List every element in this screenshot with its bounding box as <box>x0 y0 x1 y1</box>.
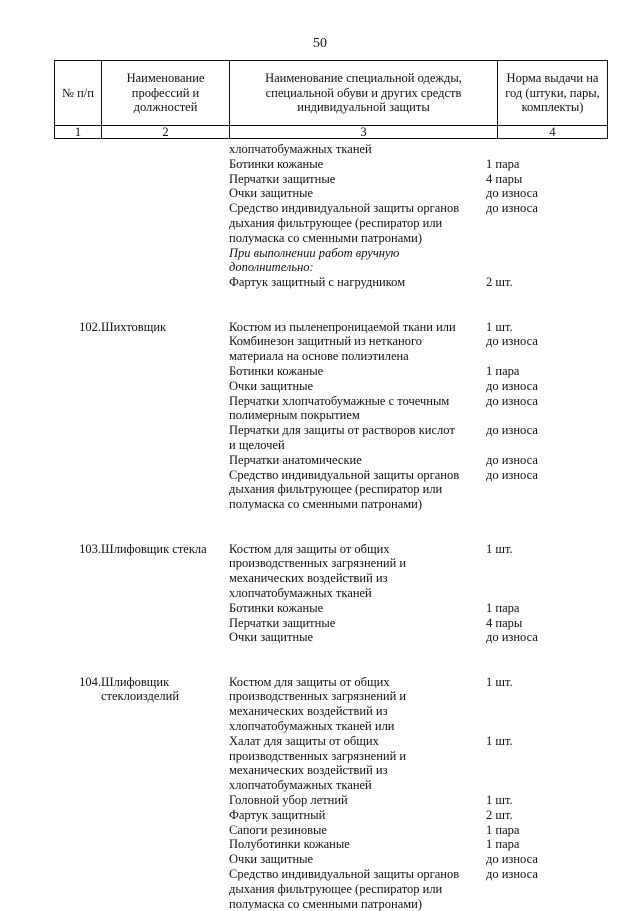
issue-norm: 4 пары <box>486 615 523 630</box>
equipment-item: Средство индивидуальной защиты органов <box>229 467 460 482</box>
issue-norm <box>481 556 591 571</box>
table-line <box>54 482 607 497</box>
row-number <box>54 689 101 704</box>
profession-name <box>101 482 229 497</box>
equipment-item: Перчатки анатомические <box>229 452 362 467</box>
equipment-item: Очки защитные <box>229 378 314 393</box>
equipment-item: производственных загрязнений и <box>229 556 407 571</box>
profession-name <box>101 778 229 793</box>
equipment-item: и щелочей <box>229 437 285 452</box>
equipment-item: При выполнении работ вручную <box>229 245 400 260</box>
row-spacer <box>54 527 607 542</box>
row-number <box>54 823 101 838</box>
profession-name <box>101 186 229 201</box>
equipment-item: Перчатки защитные <box>229 171 336 186</box>
profession-name <box>101 364 229 379</box>
row-number <box>54 364 101 379</box>
equipment-item: дыхания фильтрующее (респиратор или <box>229 215 443 230</box>
issue-norm <box>481 497 591 512</box>
row-number <box>54 157 101 172</box>
table-line <box>54 778 607 793</box>
equipment-item: Головной убор летний <box>229 793 348 808</box>
issue-norm: 1 шт. <box>486 319 513 334</box>
equipment-item: Фартук защитный <box>229 807 326 822</box>
row-number: 102. <box>79 319 101 334</box>
table-line <box>54 497 607 512</box>
issue-norm: 1 пара <box>486 837 520 852</box>
equipment-item: хлопчатобумажных тканей <box>229 585 372 600</box>
page-number: 50 <box>313 36 327 51</box>
table-line <box>54 216 607 231</box>
row-number <box>54 349 101 364</box>
table-line <box>54 320 607 335</box>
row-number <box>54 837 101 852</box>
table-line <box>54 260 607 275</box>
row-number <box>54 438 101 453</box>
table-line <box>54 897 607 911</box>
table-line <box>54 734 607 749</box>
column-header-number: № п/п <box>55 61 102 126</box>
equipment-item: Комбинезон защитный из нетканого <box>229 334 423 349</box>
table-line <box>54 571 607 586</box>
issue-norm <box>481 586 591 601</box>
issue-norm: до износа <box>486 630 538 645</box>
table-line <box>54 231 607 246</box>
issue-norm <box>481 408 591 423</box>
issue-norm: 1 шт. <box>486 733 513 748</box>
profession-name <box>101 837 229 852</box>
table-line <box>54 556 607 571</box>
table-line <box>54 201 607 216</box>
row-number <box>54 793 101 808</box>
row-number <box>54 482 101 497</box>
table-line <box>54 275 607 290</box>
issue-norm: 2 шт. <box>486 807 513 822</box>
profession-name <box>101 497 229 512</box>
table-line <box>54 394 607 409</box>
row-number <box>54 172 101 187</box>
equipment-item: полумаска со сменными патронами) <box>229 230 423 245</box>
column-header-profession: Наименование профессий и должностей <box>102 61 230 126</box>
profession-name <box>101 260 229 275</box>
equipment-item: Ботинки кожаные <box>229 363 324 378</box>
table-line <box>54 349 607 364</box>
column-header-issue-norm: Норма выдачи на год (штуки, пары, комплекты) <box>498 61 608 126</box>
profession-name <box>101 616 229 631</box>
table-line <box>54 763 607 778</box>
row-number <box>54 186 101 201</box>
issue-norm: до износа <box>486 378 538 393</box>
issue-norm: 1 пара <box>486 363 520 378</box>
equipment-item: хлопчатобумажных тканей <box>229 778 372 793</box>
equipment-item: Перчатки для защиты от растворов кислот <box>229 423 455 438</box>
row-number <box>54 586 101 601</box>
table-line <box>54 246 607 261</box>
row-number <box>54 734 101 749</box>
issue-norm: 1 шт. <box>486 541 513 556</box>
column-number-4: 4 <box>498 126 608 139</box>
equipment-item: Очки защитные <box>229 852 314 867</box>
row-number <box>54 497 101 512</box>
profession-name <box>101 749 229 764</box>
issue-norm <box>481 260 591 275</box>
profession-name <box>101 808 229 823</box>
table-line <box>54 719 607 734</box>
issue-norm <box>481 571 591 586</box>
row-number <box>54 453 101 468</box>
profession-name <box>101 408 229 423</box>
equipment-item: Перчатки хлопчатобумажные с точечным <box>229 393 450 408</box>
profession-name <box>101 349 229 364</box>
row-number <box>54 749 101 764</box>
table-line <box>54 704 607 719</box>
equipment-item: Костюм из пыленепроницаемой ткани или <box>229 319 456 334</box>
issue-norm <box>481 778 591 793</box>
row-number <box>54 379 101 394</box>
equipment-item: механических воздействий из <box>229 571 388 586</box>
row-number <box>54 852 101 867</box>
table-row <box>54 542 607 646</box>
table-line <box>54 334 607 349</box>
table-line <box>54 837 607 852</box>
row-spacer <box>54 645 607 660</box>
profession-name <box>101 601 229 616</box>
equipment-item: Средство индивидуальной защиты органов <box>229 201 460 216</box>
row-number <box>54 630 101 645</box>
issue-norm <box>481 216 591 231</box>
row-number <box>54 231 101 246</box>
table-row <box>54 320 607 512</box>
issue-norm: до износа <box>486 467 538 482</box>
table-line <box>54 808 607 823</box>
profession-name <box>101 556 229 571</box>
row-number <box>54 897 101 911</box>
profession-name <box>101 423 229 438</box>
issue-norm: до износа <box>486 186 538 201</box>
issue-norm: 4 пары <box>486 171 523 186</box>
profession-name <box>101 586 229 601</box>
table-line <box>54 468 607 483</box>
issue-norm <box>481 897 591 911</box>
table-line <box>54 852 607 867</box>
profession-name <box>101 453 229 468</box>
issue-norm: до износа <box>486 393 538 408</box>
equipment-item: дополнительно: <box>229 260 314 275</box>
profession-name <box>101 852 229 867</box>
issue-norm <box>481 763 591 778</box>
profession-name <box>101 216 229 231</box>
profession-name <box>101 630 229 645</box>
issue-norm: 1 шт. <box>486 674 513 689</box>
row-number <box>54 719 101 734</box>
row-number <box>54 334 101 349</box>
equipment-item: хлопчатобумажных тканей <box>229 142 372 156</box>
table-header <box>54 60 608 139</box>
profession-name <box>101 704 229 719</box>
issue-norm: до износа <box>486 867 538 882</box>
row-number <box>54 423 101 438</box>
issue-norm <box>481 749 591 764</box>
equipment-item: механических воздействий из <box>229 763 388 778</box>
equipment-item: производственных загрязнений и <box>229 748 407 763</box>
equipment-item: механических воздействий из <box>229 704 388 719</box>
equipment-item: Костюм для защиты от общих <box>229 541 390 556</box>
table-line <box>54 438 607 453</box>
profession-name <box>101 719 229 734</box>
profession-name <box>101 334 229 349</box>
issue-norm <box>481 231 591 246</box>
table-row <box>54 675 607 911</box>
table-line <box>54 867 607 882</box>
row-number: 103. <box>79 541 101 556</box>
equipment-item: Ботинки кожаные <box>229 600 324 615</box>
profession-name <box>101 172 229 187</box>
issue-norm <box>481 349 591 364</box>
equipment-item: производственных загрязнений и <box>229 689 407 704</box>
row-number <box>54 882 101 897</box>
profession-name <box>101 275 229 290</box>
table-line <box>54 379 607 394</box>
issue-norm <box>481 142 591 157</box>
issue-norm <box>481 689 591 704</box>
issue-norm <box>481 482 591 497</box>
equipment-item: Ботинки кожаные <box>229 156 324 171</box>
column-number-3: 3 <box>230 126 498 139</box>
row-number <box>54 275 101 290</box>
table-line <box>54 601 607 616</box>
issue-norm <box>481 438 591 453</box>
table-line <box>54 749 607 764</box>
column-number-1: 1 <box>55 126 102 139</box>
profession-name: Шихтовщик <box>101 319 167 334</box>
row-number <box>54 260 101 275</box>
table-line <box>54 453 607 468</box>
profession-name <box>101 157 229 172</box>
table-line <box>54 793 607 808</box>
profession-name: Шлифовщик стекла <box>101 541 207 556</box>
equipment-item: Полуботинки кожаные <box>229 837 350 852</box>
issue-norm: до износа <box>486 452 538 467</box>
profession-name <box>101 379 229 394</box>
profession-name <box>101 246 229 261</box>
profession-name: Шлифовщик <box>101 674 170 689</box>
table-line <box>54 689 607 704</box>
row-number <box>54 216 101 231</box>
table-line <box>54 186 607 201</box>
row-number <box>54 763 101 778</box>
equipment-item: полимерным покрытием <box>229 408 360 423</box>
issue-norm <box>481 882 591 897</box>
table-line <box>54 172 607 187</box>
row-number <box>54 704 101 719</box>
equipment-item: полумаска со сменными патронами) <box>229 497 423 512</box>
issue-norm <box>481 246 591 261</box>
profession-name <box>101 734 229 749</box>
equipment-item: Средство индивидуальной защиты органов <box>229 867 460 882</box>
row-number <box>54 408 101 423</box>
table-line <box>54 157 607 172</box>
row-spacer <box>54 512 607 527</box>
row-number <box>54 556 101 571</box>
issue-norm: 1 пара <box>486 822 520 837</box>
table-line <box>54 542 607 557</box>
profession-name <box>101 793 229 808</box>
row-number <box>54 468 101 483</box>
issue-norm: 1 пара <box>486 156 520 171</box>
row-number <box>54 571 101 586</box>
profession-name <box>101 394 229 409</box>
equipment-item: Очки защитные <box>229 186 314 201</box>
profession-name <box>101 763 229 778</box>
profession-name <box>101 231 229 246</box>
profession-name <box>101 438 229 453</box>
profession-name: стеклоизделий <box>101 689 180 704</box>
issue-norm <box>481 704 591 719</box>
row-number <box>54 867 101 882</box>
table-line <box>54 142 607 157</box>
row-number <box>54 201 101 216</box>
equipment-item: дыхания фильтрующее (респиратор или <box>229 482 443 497</box>
row-number <box>54 394 101 409</box>
issue-norm: до износа <box>486 201 538 216</box>
profession-name <box>101 867 229 882</box>
issue-norm: до износа <box>486 423 538 438</box>
row-spacer <box>54 660 607 675</box>
table-line <box>54 823 607 838</box>
issue-norm: 1 пара <box>486 600 520 615</box>
table-line <box>54 364 607 379</box>
row-spacer <box>54 290 607 305</box>
row-number <box>54 246 101 261</box>
profession-name <box>101 882 229 897</box>
profession-name <box>101 142 229 157</box>
continuation-group <box>54 142 607 290</box>
equipment-item: Фартук защитный с нагрудником <box>229 275 406 290</box>
equipment-item: Костюм для защиты от общих <box>229 674 390 689</box>
table-line <box>54 586 607 601</box>
table-line <box>54 423 607 438</box>
issue-norm: 1 шт. <box>486 793 513 808</box>
issue-norm: до износа <box>486 852 538 867</box>
equipment-item: дыхания фильтрующее (респиратор или <box>229 881 443 896</box>
row-number <box>54 808 101 823</box>
profession-name <box>101 201 229 216</box>
column-number-2: 2 <box>102 126 230 139</box>
column-header-protective-equipment: Наименование специальной одежды, специальной обуви и других средств индивидуальной защиты <box>230 61 498 126</box>
profession-name <box>101 897 229 911</box>
issue-norm: до износа <box>486 334 538 349</box>
issue-norm <box>481 719 591 734</box>
row-spacer <box>54 305 607 320</box>
table-line <box>54 882 607 897</box>
equipment-item: Перчатки защитные <box>229 615 336 630</box>
profession-name <box>101 571 229 586</box>
profession-name <box>101 468 229 483</box>
row-number: 104. <box>79 674 101 689</box>
table-line <box>54 630 607 645</box>
profession-name <box>101 823 229 838</box>
table-line <box>54 616 607 631</box>
equipment-item: полумаска со сменными патронами) <box>229 896 423 911</box>
equipment-item: материала на основе полиэтилена <box>229 349 409 364</box>
equipment-item: хлопчатобумажных тканей или <box>229 719 395 734</box>
equipment-item: Халат для защиты от общих <box>229 733 379 748</box>
row-number <box>54 142 101 157</box>
table-line <box>54 675 607 690</box>
equipment-item: Сапоги резиновые <box>229 822 327 837</box>
equipment-item: Очки защитные <box>229 630 314 645</box>
row-number <box>54 601 101 616</box>
table-line <box>54 408 607 423</box>
table-body <box>54 142 607 911</box>
row-number <box>54 778 101 793</box>
row-number <box>54 616 101 631</box>
issue-norm: 2 шт. <box>486 275 513 290</box>
